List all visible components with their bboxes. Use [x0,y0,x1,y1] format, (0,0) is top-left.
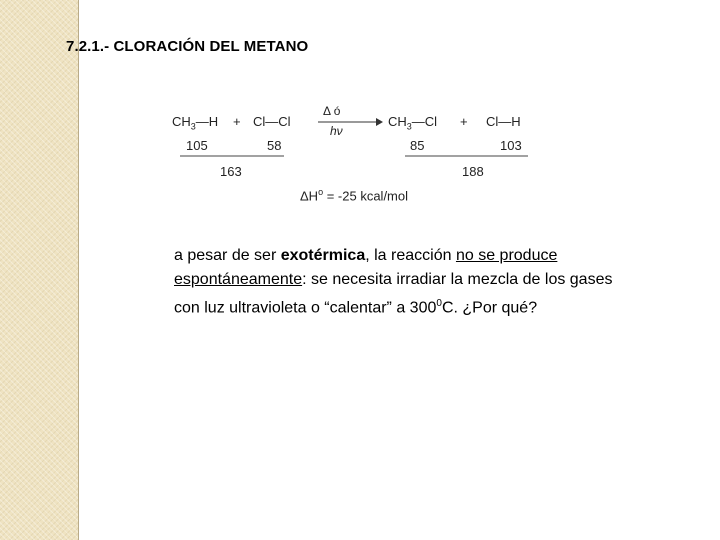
product-hcl: Cl—H [486,114,521,129]
bond-energy-ch: 105 [186,138,208,153]
sum-products: 188 [462,164,484,179]
paragraph-text: a pesar de ser [174,247,281,264]
paragraph-text: , la reacción [365,247,456,264]
degree-superscript: 0 [436,298,442,309]
decorative-side-strip [0,0,79,540]
emphasis-exothermic: exotérmica [280,247,366,264]
bond-energy-clcl: 58 [267,138,282,153]
reactant-chlorine: Cl—Cl [253,114,291,129]
underlined-no-spontaneous: no se produce espontáneamente [174,247,558,288]
explanation-paragraph [174,244,614,320]
bond-energy-hcl: 103 [500,138,522,153]
enthalpy-change: $\Delta H^o = -25$ kcal/mol [300,187,409,204]
page-title: 7.2.1.- CLORACIÓN DEL METANO [66,38,309,55]
plus-sign: + [233,114,241,129]
bond-energy-ccl: 85 [410,138,425,153]
arrow-condition-top: Δ ó [323,104,341,118]
sum-reactants: 163 [220,164,242,179]
reactant-methane: $CH_3—H$ [172,114,219,132]
product-chloromethane: $CH_3—Cl$ [388,114,438,132]
arrow-condition-bottom: hν [330,124,343,138]
paragraph-text: : se necesita irradiar la mezcla de los gases con luz ultravioleta o “calentar” a 300 [174,271,613,317]
paragraph-text: C. ¿Por qué? [441,299,538,317]
plus-sign: + [460,114,468,129]
reaction-arrow-head [376,118,383,126]
